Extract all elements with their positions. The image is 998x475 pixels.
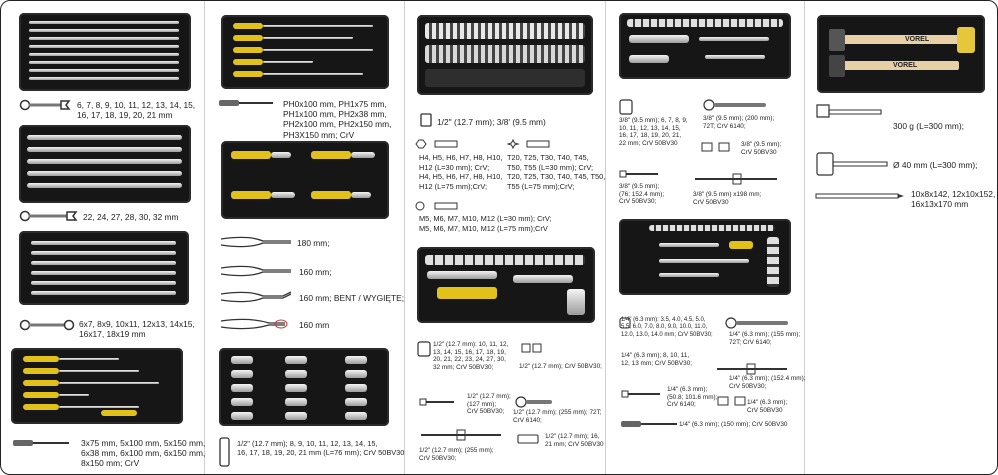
wrench-sizes-22-32: 22, 24, 27, 28, 30, 32 mm <box>83 212 179 222</box>
three-eighths-ujoint: 3/8" (9.5 mm); CrV 50BV30 <box>741 141 782 156</box>
combination-wrench-icon <box>19 210 79 222</box>
tray-half-inch-sockets <box>417 247 595 323</box>
combination-pliers-icon <box>219 233 293 251</box>
column-divider <box>204 1 205 474</box>
long-nose-pliers-length: 160 mm; <box>299 267 332 277</box>
universal-joint-icon <box>521 342 543 354</box>
half-inch-socket-sizes: 1/2" (12.7 mm): 10, 11, 12, 13, 14, 15, 16, 17, 18, 19, 20, 21, 22, 23, 24, 27, 30, 32 mm; CrV 50BV30; <box>433 341 509 371</box>
quarter-inch-t-bar: 1/4" (6.3 mm); (152.4 mm); CrV 50BV30; <box>729 375 806 390</box>
tray-hammers <box>817 15 985 93</box>
flat-screwdriver-sizes: 3x75 mm, 5x100 mm, 5x150 mm, 6x38 mm, 6x100 mm, 6x150 mm, 8x150 mm; CrV <box>81 438 206 469</box>
tray-phillips-screwdrivers <box>221 15 389 89</box>
ratchet-icon <box>725 317 791 329</box>
extension-bar-icon <box>619 169 659 179</box>
column-divider <box>605 1 606 474</box>
wrench-sizes-6-21: 6, 7, 8, 9, 10, 11, 12, 13, 14, 15, 16, 17, 18, 19, 20, 21 mm <box>77 100 196 121</box>
t-bar-icon <box>693 173 779 185</box>
spline-bit-icon <box>415 201 459 211</box>
hex-bit-icon <box>415 139 459 149</box>
three-eighths-socket-sizes: 3/8" (9.5 mm); 6, 7, 8, 9, 10, 11, 12, 13, 14, 15, 16, 17, 18, 19, 20, 21, 22 mm; CrV 50BV30 <box>619 117 688 147</box>
screwdriver-icon <box>13 438 71 448</box>
universal-joint-icon <box>717 395 751 407</box>
tray-pliers <box>221 141 389 219</box>
bent-pliers-length: 160 mm; BENT / WYGIĘTE; <box>299 293 405 303</box>
quarter-inch-socket-sizes: 1/4" (6.3 mm): 3.5, 4.0, 4.5, 5.0, 5.5, 6.0, 7.0, 8.0, 9.0, 10.0, 11.0, 12.0, 13.0, 14.0 mm; CrV 50BV30; <box>621 317 713 338</box>
spline-bit-sizes: M5, M6, M7, M10, M12 (L=30 mm); CrV; M5, M6, M7, M10, M12 (L=75 mm);CrV <box>419 214 552 233</box>
phillips-screwdriver-sizes: PH0x100 mm, PH1x75 mm, PH1x100 mm, PH2x38 mm, PH2x100 mm, PH2x150 mm, PH3X150 mm; CrV <box>283 99 392 140</box>
half-inch-extension: 1/2" (12.7 mm); (127 mm); CrV 50BV30; <box>467 393 511 416</box>
cutters-length: 160 mm <box>299 320 330 330</box>
universal-joint-icon <box>701 141 735 153</box>
three-eighths-extension: 3/8" (9.5 mm); (76; 152.4 mm); CrV 50BV30; <box>619 183 665 206</box>
screwdriver-icon <box>219 98 275 108</box>
tray-three-eighths-sockets <box>619 13 791 79</box>
tray-long-sockets <box>219 348 389 426</box>
combination-pliers-length: 180 mm; <box>297 238 330 248</box>
tray-bits <box>417 15 593 95</box>
socket-icon <box>417 341 431 357</box>
column-divider <box>804 1 805 474</box>
half-inch-ujoint: 1/2" (12.7 mm); CrV 50BV30; <box>519 363 602 370</box>
double-ring-sizes: 6x7, 8x9, 10x11, 12x13, 14x15, 16x17, 18x19 mm <box>79 319 195 340</box>
brand-label-secondary: VOREL <box>893 62 918 69</box>
t-bar-icon <box>715 363 789 375</box>
half-inch-t-bar: 1/2" (12.7 mm); (255 mm); CrV 50BV30; <box>419 447 494 462</box>
chisel-icon <box>815 191 905 201</box>
tray-open-ring-wrenches <box>19 13 191 91</box>
hammer-icon <box>815 103 885 129</box>
extension-bar-icon <box>621 389 661 399</box>
torx-bit-sizes: T20, T25, T30, T40, T45, T50, T55 (L=30 mm); CrV; T20, T25, T30, T40, T45, T50, T55 (L=75 mm);CrV; <box>507 153 606 191</box>
long-nose-pliers-icon <box>219 262 293 280</box>
tray-large-wrenches <box>19 125 191 203</box>
tray-quarter-inch-sockets <box>619 219 791 295</box>
plug-socket-sizes: 1/2" (12.7 mm); 16, 21 mm; CrV 50BV30 <box>545 433 604 448</box>
socket-icon <box>619 99 633 115</box>
deep-socket-icon <box>219 437 231 467</box>
plug-socket-icon <box>517 433 539 445</box>
mallet-icon <box>815 151 889 177</box>
ring-wrench-icon <box>19 319 75 331</box>
combination-wrench-icon <box>19 99 71 111</box>
quarter-inch-deep-socket-sizes: 1/4" (6.3 mm); 8, 10, 11, 12, 13 mm; CrV 50BV30; <box>621 352 693 367</box>
half-inch-ratchet: 1/2" (12.7 mm); (255 mm); 72T; CrV 6140; <box>513 409 602 424</box>
side-cutters-icon <box>219 315 293 333</box>
spinner-handle-icon <box>621 419 679 429</box>
adapter-icon <box>419 113 433 127</box>
hammer-spec: 300 g (L=300 mm); <box>893 121 964 131</box>
quarter-inch-ujoint: 1/4" (6.3 mm); CrV 50BV30 <box>747 399 788 414</box>
bent-nose-pliers-icon <box>219 288 293 306</box>
tray-flat-screwdrivers <box>11 348 183 424</box>
chisel-sizes: 10x8x142, 12x10x152, 16x13x170 mm <box>911 189 996 210</box>
tray-double-ring-wrenches <box>19 231 189 305</box>
ratchet-icon <box>515 396 555 408</box>
column-divider <box>404 1 405 474</box>
quarter-inch-extension: 1/4" (6.3 mm); (50.8; 101.6 mm); CrV 6140; <box>667 386 718 409</box>
hex-bit-sizes: H4, H5, H6, H7, H8, H10, H12 (L=30 mm); CrV; H4, H5, H6, H7, H8, H10, H12 (L=75 mm);CrV; <box>419 153 503 191</box>
extension-bar-icon <box>419 397 455 407</box>
quarter-inch-spinner: 1/4" (6.3 mm); (150 mm); CrV 50BV30 <box>679 421 788 428</box>
mallet-spec: Ø 40 mm (L=300 mm); <box>893 160 978 170</box>
quarter-inch-ratchet: 1/4" (6.3 mm); (155 mm); 72T; CrV 6140; <box>729 331 801 346</box>
adapter-sizes: 1/2" (12.7 mm); 3/8' (9.5 mm) <box>437 117 546 127</box>
long-socket-sizes: 1/2" (12.7 mm); 8, 9, 10, 11, 12, 13, 14, 15, 16, 17, 18, 19, 20, 21 mm (L=76 mm); CrV 50BV30 <box>237 439 405 457</box>
three-eighths-t-bar: 3/8" (9.5 mm) x198 mm; CrV 50BV30 <box>693 191 762 206</box>
three-eighths-ratchet: 3/8" (9.5 mm); (200 mm); 72T; CrV 6140; <box>703 115 775 130</box>
brand-label: VOREL <box>905 36 930 43</box>
t-bar-icon <box>419 429 503 441</box>
torx-bit-icon <box>507 139 551 149</box>
ratchet-icon <box>703 99 769 111</box>
